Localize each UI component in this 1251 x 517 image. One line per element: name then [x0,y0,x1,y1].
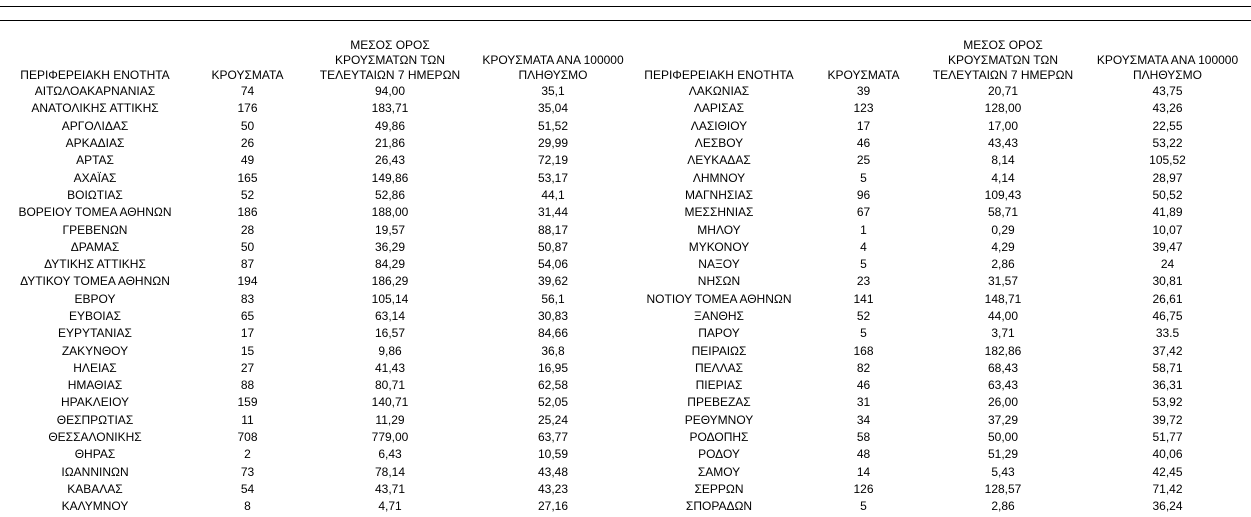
cell-cases: 8 [244,499,251,514]
cell-cases: 708 [237,430,258,445]
table-row [0,152,631,169]
cell-per100k: 54,06 [537,257,569,272]
cell-per100k: 71,42 [1152,481,1183,496]
cell-cases: 25 [856,153,871,168]
cell-per100k: 25,24 [537,412,569,427]
cell-avg7: 5,43 [991,464,1015,479]
table-row [0,256,631,273]
header-per100k [475,22,631,83]
cell-avg7: 63,14 [374,309,406,323]
cell-cases: 82 [856,360,871,375]
table-row [0,187,631,204]
cell-region: ΚΑΒΑΛΑΣ [67,481,123,496]
cell-region: ΝΗΣΩΝ [697,274,741,289]
table-row [0,325,631,342]
cell-per100k: 39,72 [1152,412,1183,427]
cell-region: ΑΝΑΤΟΛΙΚΗΣ ΑΤΤΙΚΗΣ [31,101,159,116]
table-row [633,256,1251,273]
header-avg7 [922,22,1084,83]
cell-region: ΑΡΓΟΛΙΔΑΣ [61,118,129,133]
cell-per100k: 30,81 [1152,274,1183,289]
cell-cases: 168 [853,343,874,358]
cell-per100k: 35,04 [537,101,569,116]
cell-avg7: 58,71 [987,205,1019,220]
cell-avg7: 43,71 [374,481,406,496]
cell-region: ΜΗΛΟΥ [697,222,741,237]
cell-avg7: 6,43 [378,447,402,462]
table-row [633,169,1251,186]
cell-per100k: 105,52 [1149,153,1186,168]
cell-cases: 186 [237,205,258,220]
header-avg7-line1: ΜΕΣΟΣ ΟΡΟΣ [350,38,430,52]
table-row [633,204,1251,221]
cell-avg7: 186,29 [371,274,409,289]
cell-per100k: 72,19 [537,153,569,168]
table-row [0,429,631,446]
cell-region: ΕΒΡΟΥ [74,291,116,306]
header-region: ΠΕΡΙΦΕΡΕΙΑΚΗ ΕΝΟΤΗΤΑ [20,68,170,82]
cell-avg7: 20,71 [987,84,1019,99]
table-row [0,360,631,377]
cell-avg7: 52,86 [374,187,406,202]
header-avg7 [305,22,475,83]
cell-avg7: 3,71 [991,326,1015,341]
cell-region: ΗΡΑΚΛΕΙΟΥ [60,395,130,410]
cell-cases: 23 [856,274,871,289]
cell-region: ΒΟΡΕΙΟΥ ΤΟΜΕΑ ΑΘΗΝΩΝ [18,205,172,220]
cell-avg7: 49,86 [374,118,406,133]
left-table-body [0,83,631,515]
cell-region: ΠΕΛΛΑΣ [694,360,744,375]
cell-region: ΣΠΟΡΑΔΩΝ [685,499,753,514]
cell-per100k: 36,24 [1152,499,1183,514]
cell-avg7: 109,43 [984,187,1022,202]
cell-per100k: 33.5 [1155,326,1180,341]
cell-cases: 176 [237,101,258,116]
table-row [0,169,631,186]
cell-per100k: 40,06 [1152,447,1183,462]
cell-avg7: 17,00 [987,118,1019,133]
cell-region: ΛΑΡΙΣΑΣ [693,101,745,116]
table-row [0,394,631,411]
table-row [633,83,1251,100]
cell-avg7: 11,29 [375,412,405,427]
cell-per100k: 52,05 [537,395,569,410]
table-row [633,498,1251,515]
cell-region: ΕΥΒΟΙΑΣ [68,309,122,323]
cell-region: ΜΕΣΣΗΝΙΑΣ [684,205,754,220]
table-row [0,342,631,359]
cell-cases: 2 [244,447,251,462]
cell-per100k: 51,52 [537,118,569,133]
cell-cases: 123 [853,101,874,116]
cell-cases: 48 [856,447,871,462]
table-row [0,118,631,135]
table-row [633,394,1251,411]
cell-region: ΗΜΑΘΙΑΣ [67,378,123,393]
cell-region: ΒΟΙΩΤΙΑΣ [67,187,123,202]
table-row [633,325,1251,342]
table-row [0,135,631,152]
cell-per100k: 44,1 [541,187,565,202]
cell-region: ΞΑΝΘΗΣ [694,309,744,323]
table-row [633,135,1251,152]
cell-cases: 83 [240,291,255,306]
cell-per100k: 84,66 [537,326,569,341]
cell-region: ΔΥΤΙΚΟΥ ΤΟΜΕΑ ΑΘΗΝΩΝ [20,274,170,289]
cell-cases: 159 [237,395,258,410]
table-row [633,239,1251,256]
cell-per100k: 35,1 [541,84,565,99]
header-avg7-line3: ΤΕΛΕΥΤΑΙΩΝ 7 ΗΜΕΡΩΝ [319,68,461,82]
cell-cases: 87 [240,257,255,272]
cell-per100k: 62,58 [537,378,569,393]
cell-avg7: 4,14 [991,170,1015,185]
header-per100k-line2: ΠΛΗΘΥΣΜΟ [518,68,588,82]
cell-region: ΣΑΜΟΥ [697,464,741,479]
right-table [633,22,1251,515]
table-row [0,221,631,238]
cell-avg7: 2,86 [991,257,1015,272]
table-row [633,100,1251,117]
cell-avg7: 128,57 [984,481,1022,496]
cell-cases: 27 [240,360,255,375]
table-row [0,239,631,256]
table-row [0,308,631,325]
top-rule [0,6,1251,7]
cell-avg7: 182,86 [984,343,1022,358]
cell-avg7: 9,86 [378,343,402,358]
cell-region: ΙΩΑΝΝΙΝΩΝ [61,464,129,479]
table-row [633,291,1251,308]
cell-per100k: 56,1 [541,291,565,306]
cell-region: ΛΕΥΚΑΔΑΣ [687,153,751,168]
cell-cases: 46 [856,378,871,393]
cell-region: ΛΑΣΙΘΙΟΥ [690,118,748,133]
header-avg7-line2: ΚΡΟΥΣΜΑΤΩΝ ΤΩΝ [334,53,446,67]
header-per100k-line1: ΚΡΟΥΣΜΑΤΑ ΑΝΑ 100000 [482,53,624,67]
cell-per100k: 10,07 [1152,222,1183,237]
cell-cases: 50 [240,118,255,133]
cell-region: ΜΑΓΝΗΣΙΑΣ [684,187,754,202]
table-row [0,204,631,221]
cell-region: ΕΥΡΥΤΑΝΙΑΣ [58,326,132,341]
cell-cases: 54 [240,481,255,496]
cell-per100k: 43,23 [537,481,569,496]
table-row [633,412,1251,429]
cell-per100k: 27,16 [537,499,569,514]
cell-cases: 17 [856,118,871,133]
cell-cases: 49 [240,153,255,168]
cell-cases: 50 [240,239,255,254]
cell-cases: 31 [856,395,871,410]
cell-avg7: 26,00 [987,395,1019,410]
header-avg7-line1: ΜΕΣΟΣ ΟΡΟΣ [963,38,1043,52]
cell-cases: 39 [856,84,871,99]
cell-per100k: 39,47 [1152,239,1183,254]
cell-region: ΜΥΚΟΝΟΥ [688,239,750,254]
cell-per100k: 36,8 [541,343,565,358]
cell-cases: 194 [237,274,258,289]
cell-avg7: 779,00 [371,430,409,445]
cell-avg7: 19,57 [374,222,406,237]
cell-cases: 5 [860,257,867,272]
cell-region: ΠΡΕΒΕΖΑΣ [687,395,751,410]
table-row [0,100,631,117]
cell-per100k: 31,44 [537,205,569,220]
cell-region: ΠΕΙΡΑΙΩΣ [691,343,747,358]
cell-region: ΠΙΕΡΙΑΣ [695,378,743,393]
cell-cases: 58 [856,430,871,445]
cell-avg7: 43,43 [987,136,1019,151]
cell-cases: 46 [856,136,871,151]
cell-region: ΘΕΣΠΡΩΤΙΑΣ [56,412,134,427]
cell-per100k: 46,75 [1152,309,1183,323]
cell-avg7: 4,71 [378,499,402,514]
cell-cases: 52 [856,309,871,323]
left-table [0,22,631,515]
cell-per100k: 36,31 [1152,378,1183,393]
table-row [633,273,1251,290]
cell-cases: 65 [240,309,255,323]
cell-region: ΛΑΚΩΝΙΑΣ [688,84,750,99]
table-row [633,429,1251,446]
table-row [633,360,1251,377]
table-row [633,377,1251,394]
cell-avg7: 16,57 [374,326,406,341]
cell-avg7: 84,29 [374,257,406,272]
cell-cases: 74 [240,84,255,99]
table-row [633,308,1251,325]
cell-avg7: 2,86 [991,499,1015,514]
cell-per100k: 42,45 [1152,464,1183,479]
cell-avg7: 149,86 [371,170,409,185]
cell-cases: 5 [860,170,867,185]
right-header-row [633,22,1251,83]
cell-avg7: 80,71 [374,378,406,393]
cell-cases: 4 [860,239,867,254]
cell-cases: 5 [860,499,867,514]
table-row [0,464,631,481]
cell-per100k: 43,75 [1152,84,1183,99]
cell-cases: 126 [853,481,874,496]
cell-avg7: 128,00 [984,101,1022,116]
table-row [0,273,631,290]
cell-cases: 5 [860,326,867,341]
cell-cases: 14 [856,464,871,479]
right-table-body [633,83,1251,515]
cell-cases: 28 [240,222,255,237]
table-row [633,221,1251,238]
cell-per100k: 58,71 [1152,360,1183,375]
cell-cases: 34 [856,412,871,427]
header-avg7-line3: ΤΕΛΕΥΤΑΙΩΝ 7 ΗΜΕΡΩΝ [932,68,1074,82]
cell-per100k: 51,77 [1152,430,1183,445]
cell-region: ΔΥΤΙΚΗΣ ΑΤΤΙΚΗΣ [44,257,146,272]
cell-region: ΛΗΜΝΟΥ [692,170,746,185]
cell-cases: 141 [853,291,874,306]
cell-region: ΓΡΕΒΕΝΩΝ [62,222,128,237]
cell-avg7: 41,43 [374,360,406,375]
table-row [633,481,1251,498]
table-row [0,446,631,463]
cell-per100k: 43,26 [1152,101,1183,116]
table-row [0,291,631,308]
table-row [0,412,631,429]
cell-avg7: 4,29 [991,239,1015,254]
table-row [633,446,1251,463]
cell-avg7: 183,71 [371,101,409,116]
cell-per100k: 88,17 [537,222,569,237]
cell-cases: 73 [240,464,255,479]
cell-per100k: 53,92 [1152,395,1183,410]
cell-avg7: 8,14 [991,153,1015,168]
header-per100k-line1: ΚΡΟΥΣΜΑΤΑ ΑΝΑ 100000 [1096,53,1239,67]
cell-per100k: 37,42 [1152,343,1183,358]
cell-per100k: 29,99 [537,136,569,151]
cell-region: ΝΟΤΙΟΥ ΤΟΜΕΑ ΑΘΗΝΩΝ [646,291,792,306]
header-cases: ΚΡΟΥΣΜΑΤΑ [827,68,900,82]
table-row [0,498,631,515]
cell-per100k: 39,62 [537,274,569,289]
cell-cases: 11 [241,412,254,427]
header-avg7-line2: ΚΡΟΥΣΜΑΤΩΝ ΤΩΝ [947,53,1059,67]
cell-avg7: 188,00 [371,205,409,220]
cell-per100k: 22,55 [1152,118,1183,133]
cell-per100k: 10,59 [537,447,569,462]
table-row [633,118,1251,135]
cell-per100k: 53,22 [1152,136,1183,151]
cell-per100k: 16,95 [537,360,569,375]
cell-avg7: 26,43 [374,153,406,168]
cell-cases: 52 [240,187,255,202]
table-row [633,187,1251,204]
cell-cases: 26 [240,136,255,151]
cell-avg7: 63,43 [987,378,1019,393]
cell-avg7: 0,29 [991,222,1015,237]
cell-avg7: 50,00 [987,430,1019,445]
cell-per100k: 26,61 [1152,291,1183,306]
cell-per100k: 24 [1160,257,1175,272]
cell-region: ΖΑΚΥΝΘΟΥ [61,343,129,358]
cell-avg7: 105,14 [371,291,409,306]
table-row [633,342,1251,359]
cell-region: ΘΗΡΑΣ [74,447,116,462]
cell-region: ΝΑΞΟΥ [698,257,740,272]
cell-cases: 88 [240,378,255,393]
cell-per100k: 41,89 [1152,205,1183,220]
cell-per100k: 43,48 [537,464,569,479]
cell-per100k: 30,83 [537,309,569,323]
cell-region: ΣΕΡΡΩΝ [694,481,744,496]
cell-region: ΠΑΡΟΥ [698,326,740,341]
cell-region: ΑΧΑΪΑΣ [73,170,117,185]
cell-region: ΡΟΔΟΥ [698,447,740,462]
cell-avg7: 31,57 [987,274,1019,289]
cell-region: ΑΡΤΑΣ [76,153,114,168]
cell-avg7: 148,71 [984,291,1022,306]
cell-per100k: 50,52 [1152,187,1183,202]
cell-cases: 17 [240,326,255,341]
table-row [633,464,1251,481]
cell-region: ΑΙΤΩΛΟΑΚΑΡΝΑΝΙΑΣ [34,84,156,99]
cell-region: ΚΑΛΥΜΝΟΥ [61,499,129,514]
cell-region: ΔΡΑΜΑΣ [70,239,120,254]
cell-avg7: 37,29 [987,412,1019,427]
header-region: ΠΕΡΙΦΕΡΕΙΑΚΗ ΕΝΟΤΗΤΑ [644,68,794,82]
table-row [633,152,1251,169]
cell-per100k: 28,97 [1152,170,1183,185]
cell-avg7: 51,29 [987,447,1019,462]
header-rule [0,20,1251,21]
cell-region: ΘΕΣΣΑΛΟΝΙΚΗΣ [48,430,142,445]
cell-region: ΗΛΕΙΑΣ [73,360,117,375]
cell-avg7: 44,00 [987,309,1019,323]
table-row [0,481,631,498]
cell-per100k: 63,77 [537,430,569,445]
cell-avg7: 68,43 [987,360,1019,375]
header-per100k-line2: ΠΛΗΘΥΣΜΟ [1132,68,1203,82]
cell-cases: 165 [237,170,258,185]
header-per100k [1084,22,1251,83]
cell-avg7: 78,14 [374,464,406,479]
cell-region: ΛΕΣΒΟΥ [694,136,744,151]
cell-cases: 96 [856,187,871,202]
cell-per100k: 50,87 [537,239,569,254]
left-header-row [0,22,631,83]
header-cases: ΚΡΟΥΣΜΑΤΑ [211,68,284,82]
table-row [0,83,631,100]
cell-cases: 67 [856,205,871,220]
cell-per100k: 53,17 [537,170,569,185]
cell-cases: 15 [240,343,255,358]
table-row [0,377,631,394]
cell-avg7: 140,71 [371,395,409,410]
cell-region: ΡΟΔΟΠΗΣ [689,430,749,445]
cell-avg7: 36,29 [374,239,406,254]
cell-region: ΡΕΘΥΜΝΟΥ [684,412,754,427]
cell-avg7: 21,86 [374,136,406,151]
cell-avg7: 94,00 [374,84,406,99]
cell-region: ΑΡΚΑΔΙΑΣ [65,136,125,151]
cell-cases: 1 [860,222,867,237]
